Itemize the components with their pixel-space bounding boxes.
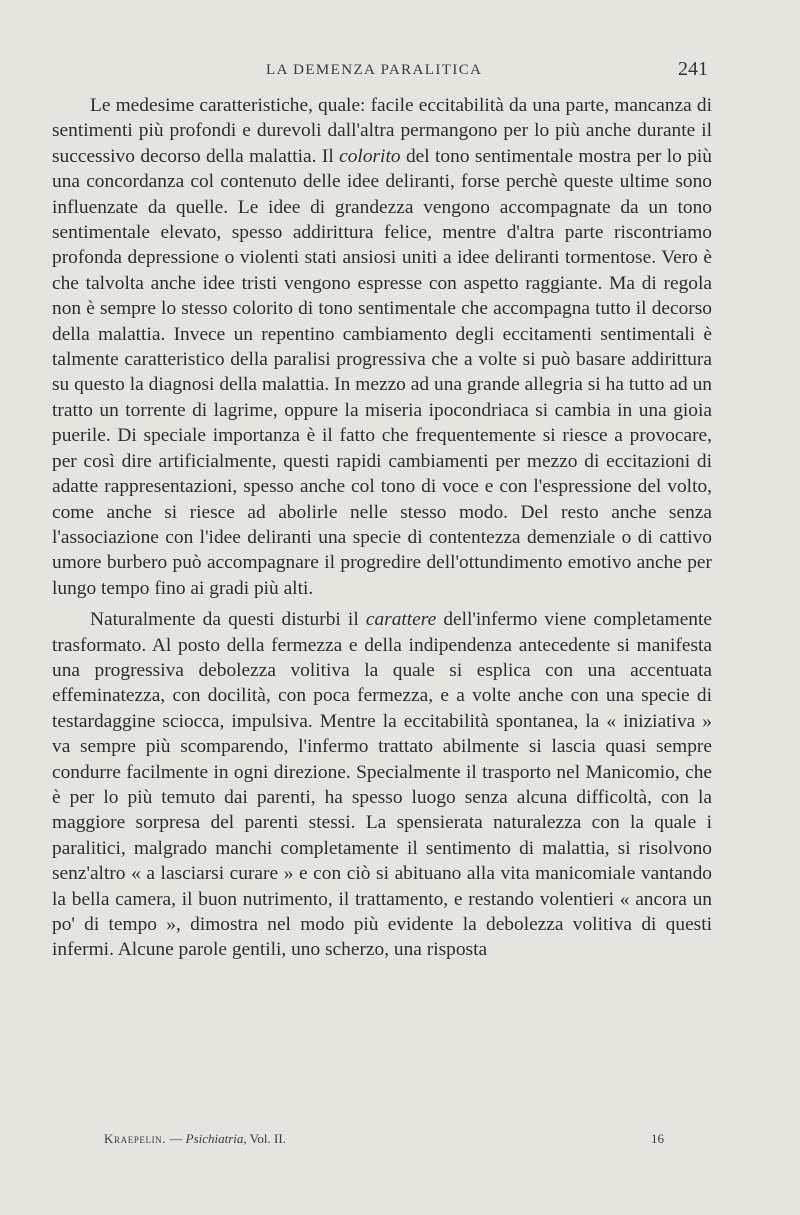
paragraph-1-text: Le medesime caratteristiche, quale: facile eccitabilità da una parte, mancanza di sentimenti più profondi e durevoli dall'altra permangono per lo più anche durante il successivo decorso della malattia. Il [52,95,712,167]
signature-mark: 16 [651,1131,664,1146]
footer-citation [104,1131,286,1147]
page-header [52,58,712,84]
paragraph-2-emphasis-carattere: carattere [365,609,437,631]
paragraph-1 [52,93,712,601]
page-footer [104,1129,664,1151]
running-title: LA DEMENZA PARALITICA [266,62,483,78]
paragraph-1-text-continued: del tono sentimentale mostra per lo più una concordanza col contenuto delle idee deliranti, forse perchè queste ultime sono influenzate da quelle. Le idee di grandezza vengono accompagnate da un tono sentimentale elevato, spesso addirittura felice, mentre d'altra parte riscontriamo profonda depressione o violenti stati ansiosi uniti a idee deliranti tormentose. Vero è che talvolta anche idee tristi vengono espresse con aspetto raggiante. Ma di regola non è sempre lo stesso colorito di tono sentimentale che accompagna tutto il decorso della malattia. Invece un repentino cambiamento degli eccitamenti sentimentali è talmente caratteristico della paralisi progressiva che a volte si può basare addirittura su questo la diagnosi della malattia. In mezzo ad una grande allegria si ha tutto ad un tratto un torrente di lagrime, oppure la miseria ipocondriaca si cambia in una gioia puerile. Di speciale importanza è il fatto che frequentemente si riesce a provocare, per così dire artificialmente, questi rapidi cambiamenti per mezzo di eccitazioni di adatte rappresentazioni, spesso anche col tono di voce e con l'espressione del volto, come anche si riesce ad abolirle nelle stesso modo. Del resto anche senza l'associazione con l'idee deliranti una specie di contentezza demenziale o di cattivo umore burbero può accompagnare il progredire dell'ottundimento emotivo anche per lungo tempo fino ai gradi più alti. [52,145,712,599]
footer-book-title: Psichiatria [185,1131,244,1146]
footer-author: Kraepelin. [104,1131,167,1146]
footer-volume: , Vol. II. [243,1131,286,1146]
page-number: 241 [678,58,708,80]
paragraph-1-emphasis-colorito: colorito [339,145,401,167]
footer-separator: — [166,1131,186,1146]
page-body [52,93,712,963]
paragraph-2-text: Naturalmente da questi disturbi il [90,609,366,631]
paragraph-2 [52,607,712,963]
paragraph-2-text-continued: dell'infermo viene completamente trasformato. Al posto della fermezza e della indipendenza antecedente si manifesta una progressiva debolezza volitiva la quale si esplica con una accentuata effeminatezza, con docilità, con poca fermezza, e a volte anche con una specie di testardaggine sciocca, impulsiva. Mentre la eccitabilità spontanea, la « iniziativa » va sempre più scomparendo, l'infermo trattato abilmente si lascia quasi sempre condurre facilmente in ogni direzione. Specialmente il trasporto nel Manicomio, che è per lo più temuto dai parenti, ha spesso luogo senza alcuna difficoltà, con la maggiore sorpresa del parenti stessi. La spensierata naturalezza con la quale i paralitici, malgrado manchi completamente il sentimento di malattia, si risolvono senz'altro « a lasciarsi curare » e con ciò si abituano alla vita manicomiale vantando la bella camera, il buon nutrimento, il trattamento, e restando volentieri « ancora un po' di tempo », dimostra nel modo più evidente la debolezza volitiva di questi infermi. Alcune parole gentili, uno scherzo, una risposta [52,609,712,961]
